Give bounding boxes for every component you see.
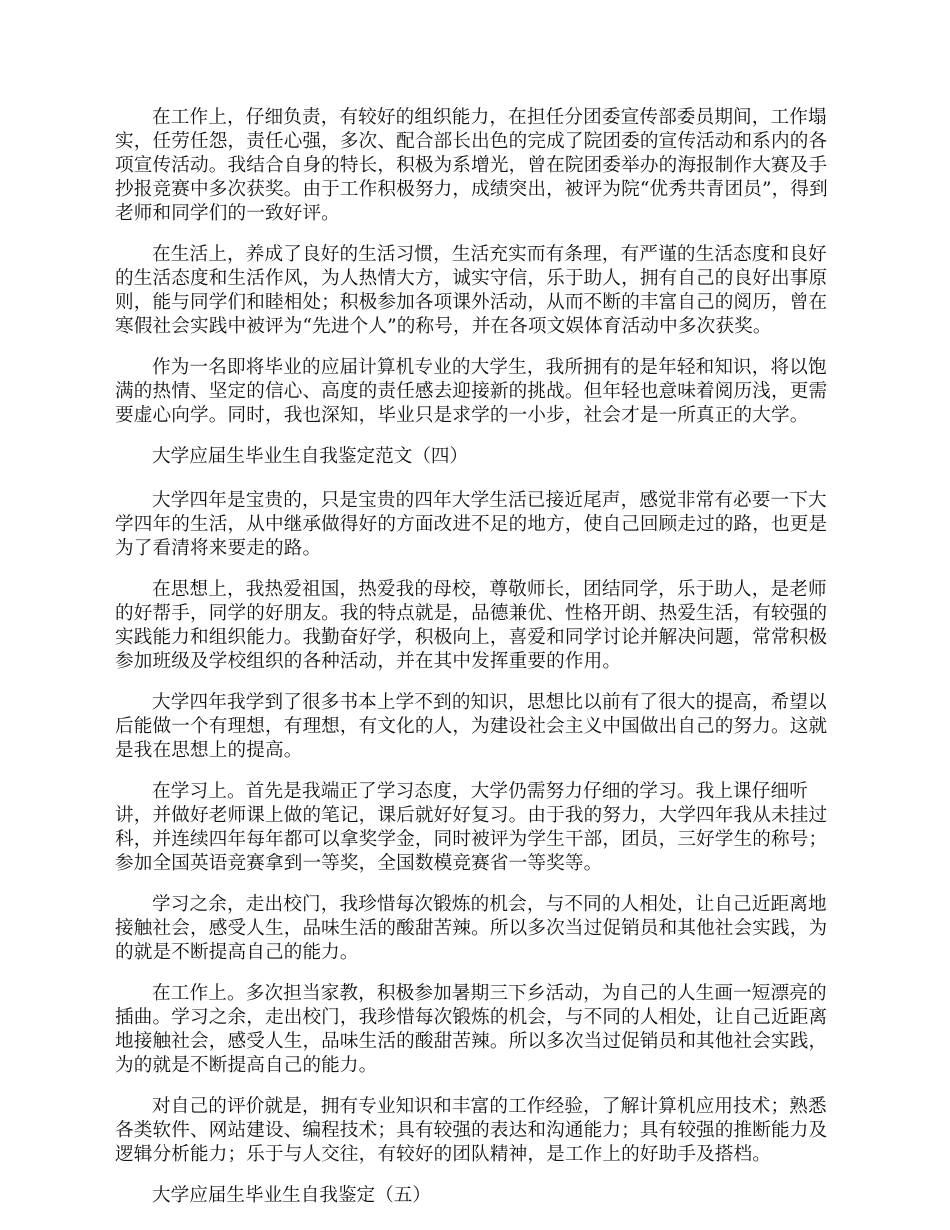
paragraph-work-two: 在工作上。多次担当家教，积极参加暑期三下乡活动，为自己的人生画一短漂亮的插曲。学习之余，走出校门，我珍惜每次锻炼的机会，与不同的人相处，让自己近距离地接触社会，感受人生，品味生活的酸甜苦辣。所以多次当过促销员和其他社会实践，为的就是不断提高自己的能力。 [115,983,828,1076]
paragraph-life: 在生活上，养成了良好的生活习惯，生活充实而有条理，有严谨的生活态度和良好的生活态度和生活作风，为人热情大方，诚实守信，乐于助人，拥有自己的良好出事原则，能与同学们和睦相处；积极参加各项课外活动，从而不断的丰富自己的阅历，曾在寒假社会实践中被评为“先进个人”的称号，并在各项文娱体育活动中多次获奖。 [115,244,828,337]
section-heading-five: 大学应届生毕业生自我鉴定（五） [152,1185,431,1206]
document-page [115,106,838,1228]
paragraph-four-years: 大学四年是宝贵的，只是宝贵的四年大学生活已接近尾声，感觉非常有必要一下大学四年的生活，从中继承做得好的方面改进不足的地方，使自己回顾走过的路，也更是为了看清将来要走的路。 [115,490,828,559]
section-heading-four: 大学应届生毕业生自我鉴定范文（四） [152,446,469,467]
paragraph-study: 在学习上。首先是我端正了学习态度，大学仍需努力仔细的学习。我上课仔细听讲，并做好老师课上做的笔记，课后就好好复习。由于我的努力，大学四年我从未挂过科，并连续四年每年都可以拿奖学金，同时被评为学生干部，团员，三好学生的称号；参加全国英语竞赛拿到一等奖，全国数模竞赛省一等奖等。 [115,781,828,874]
paragraph-knowledge: 大学四年我学到了很多书本上学不到的知识，思想比以前有了很大的提高，希望以后能做一个有理想，有理想，有文化的人，为建设社会主义中国做出自己的努力。这就是我在思想上的提高。 [115,692,828,761]
paragraph-practice: 学习之余，走出校门，我珍惜每次锻炼的机会，与不同的人相处，让自己近距离地接触社会，感受人生，品味生活的酸甜苦辣。所以多次当过促销员和其他社会实践，为的就是不断提高自己的能力。 [115,894,828,963]
paragraph-work: 在工作上，仔细负责，有较好的组织能力，在担任分团委宣传部委员期间，工作塌实，任劳任怨，责任心强，多次、配合部长出色的完成了院团委的宣传活动和系内的各项宣传活动。我结合自身的特长，积极为系增光，曾在院团委举办的海报制作大赛及手抄报竞赛中多次获奖。由于工作积极努力，成绩突出，被评为院“优秀共青团员”，得到老师和同学们的一致好评。 [115,107,828,224]
paragraph-graduate: 作为一名即将毕业的应届计算机专业的大学生，我所拥有的是年轻和知识，将以饱满的热情、坚定的信心、高度的责任感去迎接新的挑战。但年轻也意味着阅历浅，更需要虚心向学。同时，我也深知，毕业只是求学的一小步，社会才是一所真正的大学。 [115,357,828,426]
paragraph-thought: 在思想上，我热爱祖国，热爱我的母校，尊敬师长，团结同学，乐于助人，是老师的好帮手，同学的好朋友。我的特点就是，品德兼优、性格开朗、热爱生活，有较强的实践能力和组织能力。我勤奋好学，积极向上，喜爱和同学讨论并解决问题，常常积极参加班级及学校组织的各种活动，并在其中发挥重要的作用。 [115,579,828,672]
paragraph-self-evaluation: 对自己的评价就是，拥有专业知识和丰富的工作经验，了解计算机应用技术；熟悉各类软件、网站建设、编程技术；具有较强的表达和沟通能力；具有较强的推断能力及逻辑分析能力；乐于与人交往，有较好的团队精神，是工作上的好助手及搭档。 [115,1096,828,1165]
